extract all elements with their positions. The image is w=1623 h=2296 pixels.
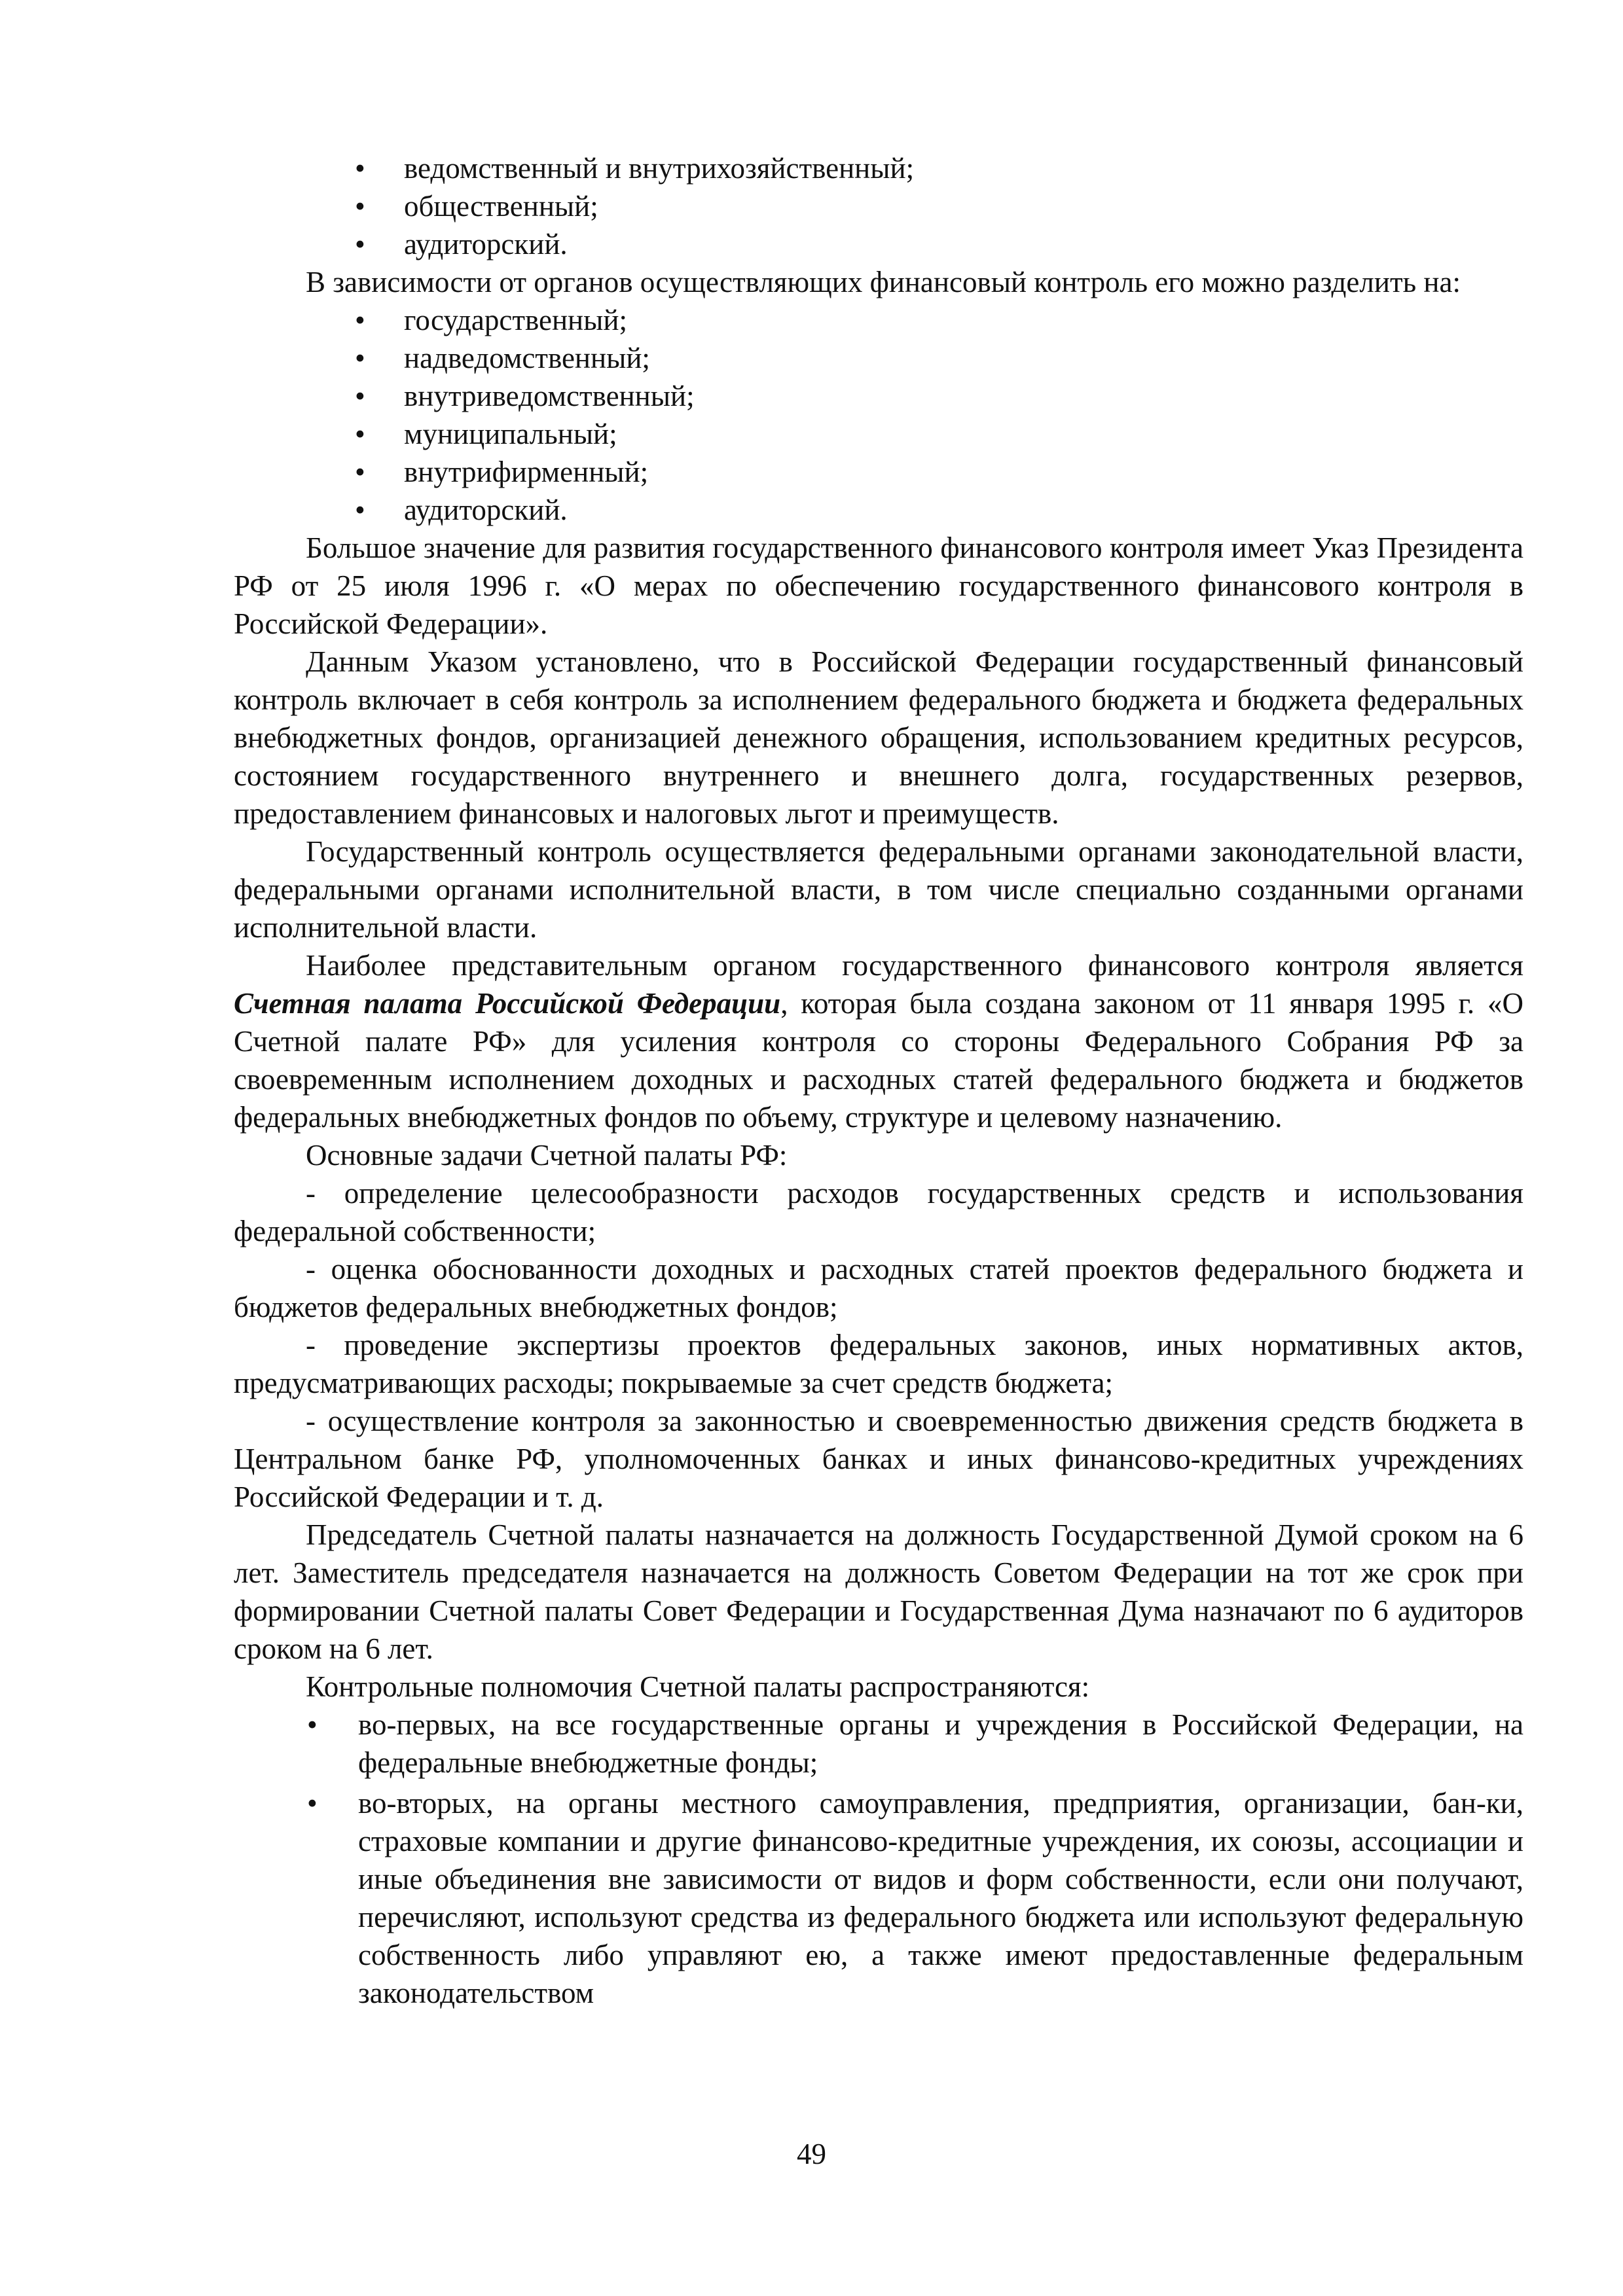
- list-item-text: государственный;: [404, 304, 627, 336]
- bullet-icon: •: [355, 342, 365, 374]
- paragraph-state-control: Государственный контроль осуществляется федеральными органами законодательной власти, федеральными органами исполнительной власти, в том числе специально созданными органами исполнительной власти.: [234, 835, 1523, 944]
- control-bodies-list: [234, 301, 1523, 529]
- bullet-icon: •: [307, 1787, 318, 1820]
- chamber-text-after: , которая была создана законом от 11 января 1995 г. «О Счетной палате РФ» для усиления контроля со стороны Федерального Собрания РФ за своевременным исполнением доходных и расходных статей федерального бюджета и бюджетов федеральных внебюджетных фондов по объему, структуре и целевому назначению.: [234, 987, 1524, 1134]
- bullet-icon: •: [355, 304, 365, 336]
- task-item: - проведение экспертизы проектов федеральных законов, иных нормативных актов, предусматривающих расходы; покрываемые за счет средств бюджета;: [234, 1329, 1523, 1399]
- paragraph-decree: Большое значение для развития государственного финансового контроля имеет Указ Президента РФ от 25 июля 1996 г. «О мерах по обеспечению государственного финансового контроля в Российской Федерации».: [234, 531, 1523, 640]
- task-item: - оценка обоснованности доходных и расходных статей проектов федерального бюджета и бюджетов федеральных внебюджетных фондов;: [234, 1253, 1523, 1323]
- chamber-name-emphasis: Счетная палата Российской Федерации: [234, 987, 781, 1020]
- list-item: [234, 415, 1523, 453]
- paragraph-intro: В зависимости от органов осуществляющих финансовый контроль его можно разделить на:: [306, 266, 1461, 298]
- page-body: [234, 149, 1523, 2015]
- chamber-text-before: Наиболее представительным органом государственного финансового контроля является: [306, 949, 1523, 982]
- task-item: - определение целесообразности расходов государственных средств и использования федеральной собственности;: [234, 1177, 1523, 1247]
- tasks-heading: Основные задачи Счетной палаты РФ:: [306, 1139, 788, 1172]
- list-item: [234, 377, 1523, 415]
- bullet-icon: •: [355, 456, 365, 488]
- list-item: [234, 339, 1523, 377]
- list-item-text: муниципальный;: [404, 418, 617, 450]
- list-item: [234, 301, 1523, 339]
- bullet-icon: •: [355, 418, 365, 450]
- list-item: [234, 1706, 1523, 1782]
- list-item-text: общественный;: [404, 190, 598, 223]
- paragraph-chairman: Председатель Счетной палаты назначается на должность Государственной Думой сроком на 6 лет. Заместитель председателя назначается на должность Советом Федерации на тот же срок при формировании Счетной палаты Совет Федерации и Государственная Дума назначают по 6 аудиторов сроком на 6 лет.: [234, 1518, 1523, 1665]
- bullet-icon: •: [355, 493, 365, 526]
- list-item: [234, 187, 1523, 225]
- list-item: [234, 453, 1523, 491]
- bullet-icon: •: [355, 228, 365, 260]
- list-item: [234, 225, 1523, 263]
- list-item-text: во-вторых, на органы местного самоуправления, предприятия, организации, бан-ки, страховые компании и другие финансово-кредитные учреждения, их союзы, ассоциации и иные объединения вне зависимости от видов и форм собственности, если они получают, перечисляют, используют средства из федерального бюджета или используют федеральную собственность либо управляют ею, а также имеют предоставленные федеральным законодательством: [358, 1787, 1523, 2009]
- list-item-text: внутриведомственный;: [404, 380, 695, 412]
- bullet-icon: •: [355, 152, 365, 185]
- list-item-text: во-первых, на все государственные органы и учреждения в Российской Федерации, на федеральные внебюджетные фонды;: [358, 1708, 1523, 1779]
- list-item-text: надведомственный;: [404, 342, 650, 374]
- bullet-icon: •: [355, 380, 365, 412]
- list-item-text: аудиторский.: [404, 493, 568, 526]
- powers-heading: Контрольные полномочия Счетной палаты распространяются:: [306, 1670, 1090, 1703]
- paragraph-accounts-chamber: [234, 946, 1523, 1136]
- list-item: [234, 491, 1523, 529]
- task-item: - осуществление контроля за законностью и своевременностью движения средств бюджета в Центральном банке РФ, уполномоченных банках и иных финансово-кредитных учреждениях Российской Федерации и т. д.: [234, 1405, 1523, 1513]
- paragraph-decree-content: Данным Указом установлено, что в Российской Федерации государственный финансовый контроль включает в себя контроль за исполнением федерального бюджета и бюджета федеральных внебюджетных фондов, организацией денежного обращения, использованием кредитных ресурсов, состоянием государственного внутреннего и внешнего долга, государственных резервов, предоставлением финансовых и налоговых льгот и преимуществ.: [234, 645, 1523, 830]
- list-item-text: внутрифирменный;: [404, 456, 649, 488]
- control-types-list: [234, 149, 1523, 263]
- list-item: [234, 149, 1523, 187]
- list-item: [234, 1784, 1523, 2012]
- powers-list: [234, 1706, 1523, 2012]
- page-number: 49: [797, 2138, 826, 2170]
- bullet-icon: •: [307, 1708, 318, 1741]
- list-item-text: аудиторский.: [404, 228, 568, 260]
- bullet-icon: •: [355, 190, 365, 223]
- list-item-text: ведомственный и внутрихозяйственный;: [404, 152, 915, 185]
